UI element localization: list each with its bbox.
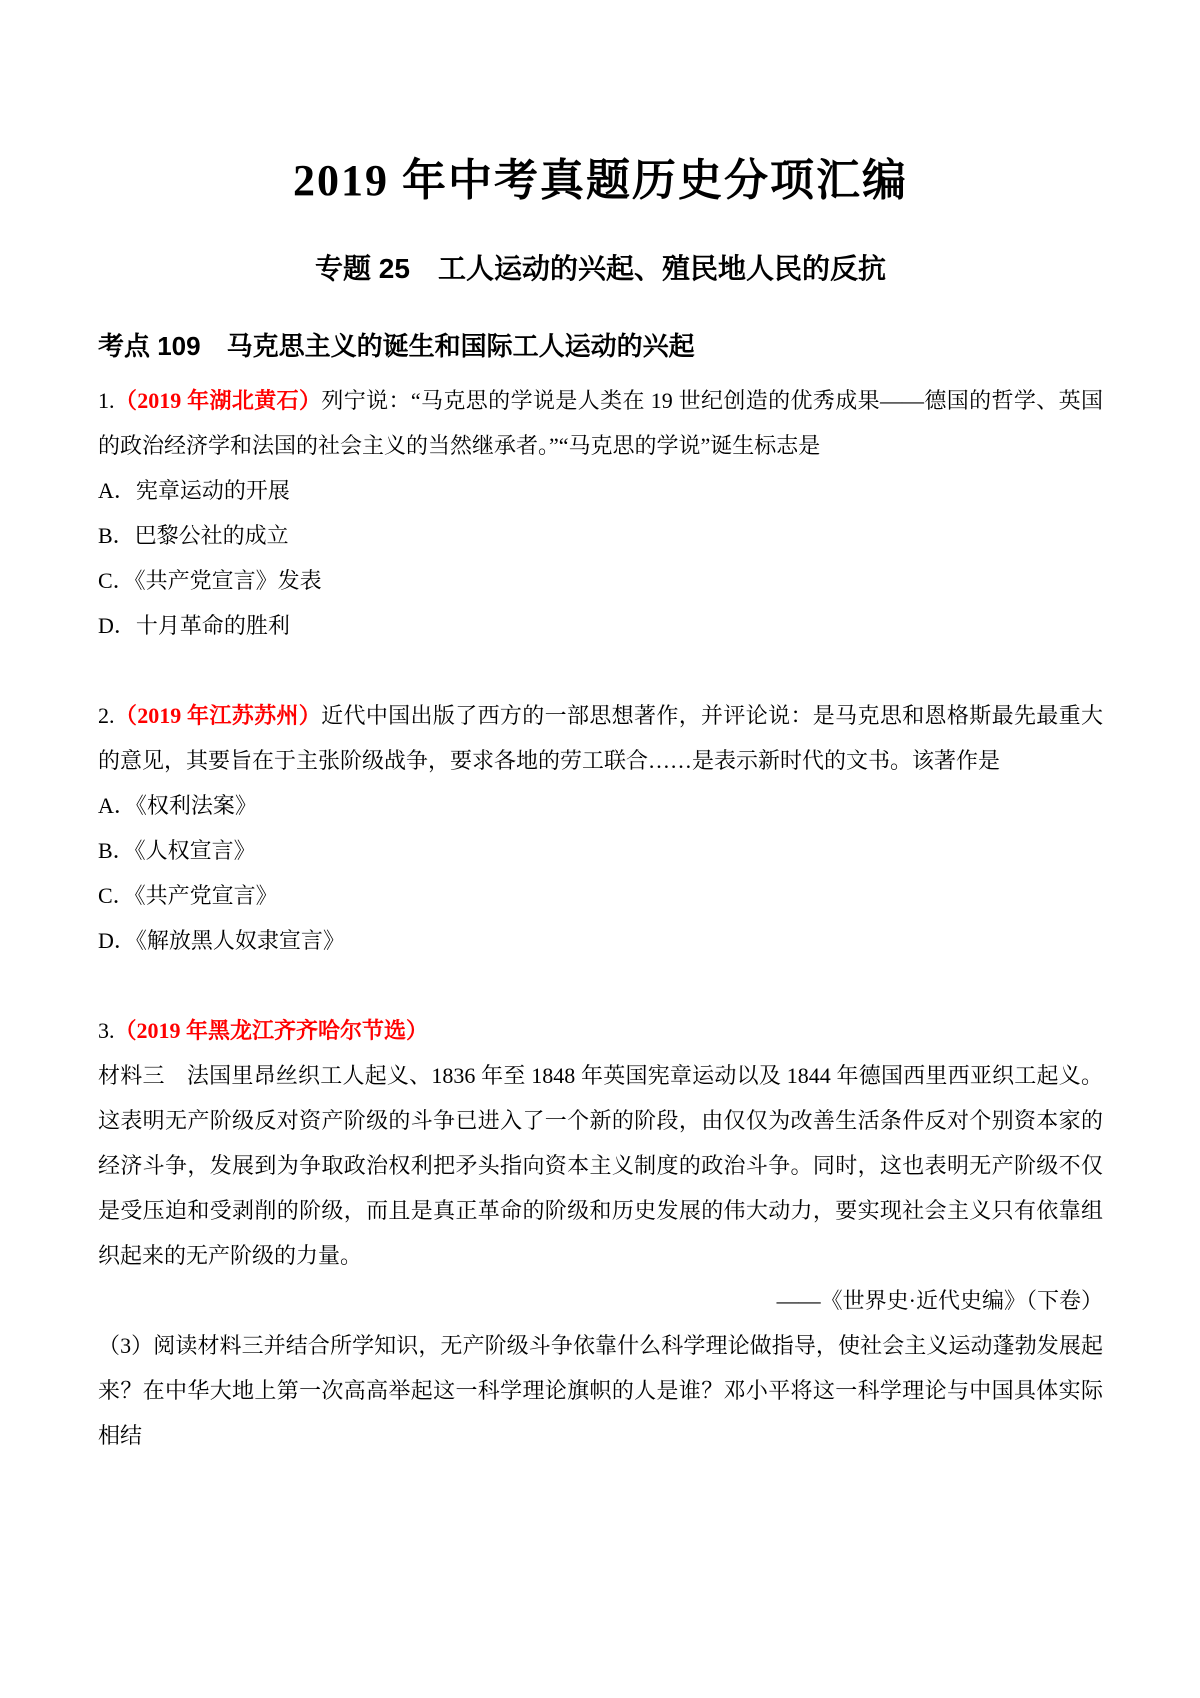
question-2-option-c: C．《共产党宣言》	[98, 883, 278, 908]
question-3-citation: ——《世界史·近代史编》（下卷）	[776, 1288, 1103, 1313]
question-2	[98, 693, 1103, 963]
question-3-source: （2019 年黑龙江齐齐哈尔节选）	[114, 1018, 429, 1043]
question-1-option-a: A．宪章运动的开展	[98, 478, 290, 503]
question-2-source: （2019 年江苏苏州）	[114, 703, 322, 728]
section-heading: 考点 109 马克思主义的诞生和国际工人运动的兴起	[98, 331, 695, 361]
question-2-number: 2.	[98, 703, 115, 728]
question-1-option-c: C．《共产党宣言》发表	[98, 568, 322, 593]
question-3	[98, 1008, 1103, 1458]
question-1-text: 列宁说：“马克思的学说是人类在 19 世纪创造的优秀成果——德国的哲学、英国的政治经济学和法国的社会主义的当然继承者。”“马克思的学说”诞生标志是	[98, 388, 1103, 458]
question-1-option-d: D．十月革命的胜利	[98, 613, 290, 638]
question-1-source: （2019 年湖北黄石）	[114, 388, 322, 413]
question-1-option-b: B．巴黎公社的成立	[98, 523, 289, 548]
question-3-subquestion: （3）阅读材料三并结合所学知识，无产阶级斗争依靠什么科学理论做指导，使社会主义运动蓬勃发展起来？在中华大地上第一次高高举起这一科学理论旗帜的人是谁？邓小平将这一科学理论与中国具体实际相结	[98, 1333, 1103, 1448]
document-subtitle: 专题 25 工人运动的兴起、殖民地人民的反抗	[315, 253, 886, 284]
question-3-number: 3.	[98, 1018, 115, 1043]
question-2-option-a: A．《权利法案》	[98, 793, 257, 818]
question-2-text: 近代中国出版了西方的一部思想著作，并评论说：是马克思和恩格斯最先最重大的意见，其要旨在于主张阶级战争，要求各地的劳工联合……是表示新时代的文书。该著作是	[98, 703, 1103, 773]
question-3-material: 材料三 法国里昂丝织工人起义、1836 年至 1848 年英国宪章运动以及 1844 年德国西里西亚织工起义。这表明无产阶级反对资产阶级的斗争已进入了一个新的阶段，由仅仅为改善生活条件反对个别资本家的经济斗争，发展到为争取政治权利把矛头指向资本主义制度的政治斗争。同时，这也表明无产阶级不仅是受压迫和受剥削的阶级，而且是真正革命的阶级和历史发展的伟大动力，要实现社会主义只有依靠组织起来的无产阶级的力量。	[98, 1063, 1103, 1268]
document-title: 2019 年中考真题历史分项汇编	[293, 156, 908, 205]
question-2-option-d: D．《解放黑人奴隶宣言》	[98, 928, 345, 953]
question-2-stem	[98, 693, 1103, 783]
question-1	[98, 378, 1103, 648]
question-1-stem	[98, 378, 1103, 468]
question-2-option-b: B．《人权宣言》	[98, 838, 256, 863]
question-1-number: 1.	[98, 388, 115, 413]
question-3-heading	[98, 1008, 1103, 1053]
